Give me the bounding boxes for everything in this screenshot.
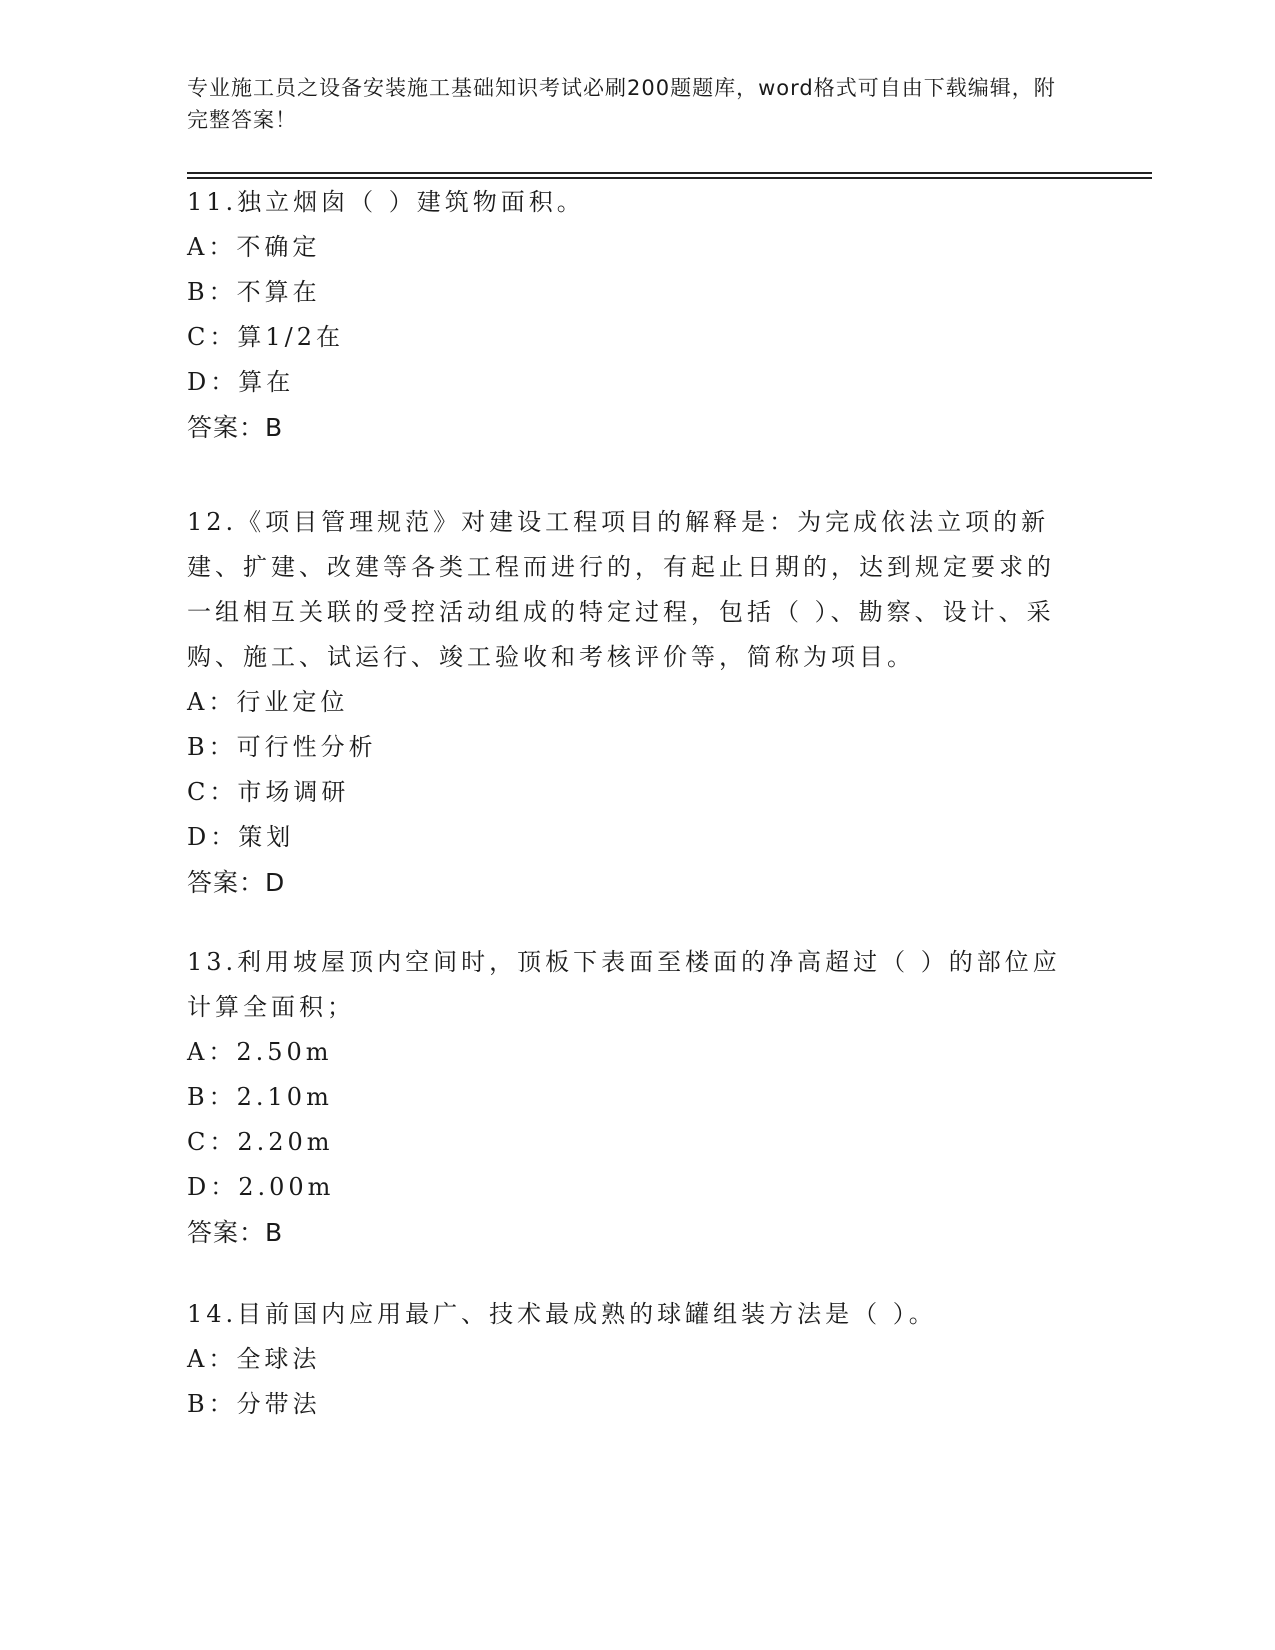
option-c: C：市场调研 bbox=[187, 778, 350, 806]
question-14 bbox=[187, 1292, 1067, 1427]
question-stem: 13.利用坡屋顶内空间时，顶板下表面至楼面的净高超过（ ）的部位应计算全面积； bbox=[187, 948, 1061, 1021]
question-stem: 12.《项目管理规范》对建设工程项目的解释是：为完成依法立项的新建、扩建、改建等各类工程而进行的，有起止日期的，达到规定要求的一组相互关联的受控活动组成的特定过程，包括（ ）、勘察、设计、采购、施工、试运行、竣工验收和考核评价等，简称为项目。 bbox=[187, 508, 1055, 671]
answer-label: 答案：B bbox=[187, 413, 284, 442]
option-a: A：行业定位 bbox=[187, 688, 349, 716]
question-12 bbox=[187, 500, 1067, 905]
option-b: B：可行性分析 bbox=[187, 733, 377, 761]
question-stem: 14.目前国内应用最广、技术最成熟的球罐组装方法是（ ）。 bbox=[187, 1300, 937, 1328]
option-b: B：不算在 bbox=[187, 278, 321, 306]
header-divider-bottom bbox=[187, 177, 1152, 179]
question-stem: 11.独立烟囱（ ）建筑物面积。 bbox=[187, 188, 585, 216]
option-c: C：2.20m bbox=[187, 1128, 334, 1156]
option-d: D：2.00m bbox=[187, 1173, 335, 1201]
option-d: D：策划 bbox=[187, 823, 295, 851]
question-13 bbox=[187, 940, 1067, 1255]
option-b: B：2.10m bbox=[187, 1083, 333, 1111]
option-a: A：不确定 bbox=[187, 233, 321, 261]
option-c: C：算1/2在 bbox=[187, 323, 344, 351]
answer-label: 答案：B bbox=[187, 1218, 284, 1247]
option-a: A：2.50m bbox=[187, 1038, 333, 1066]
answer-label: 答案：D bbox=[187, 868, 286, 897]
question-11 bbox=[187, 180, 1087, 450]
header-divider-top bbox=[187, 172, 1152, 174]
option-b: B：分带法 bbox=[187, 1390, 321, 1418]
option-d: D：算在 bbox=[187, 368, 295, 396]
document-header-title: 专业施工员之设备安装施工基础知识考试必刷200题题库，word格式可自由下载编辑，附完整答案！ bbox=[187, 76, 1056, 132]
option-a: A：全球法 bbox=[187, 1345, 321, 1373]
